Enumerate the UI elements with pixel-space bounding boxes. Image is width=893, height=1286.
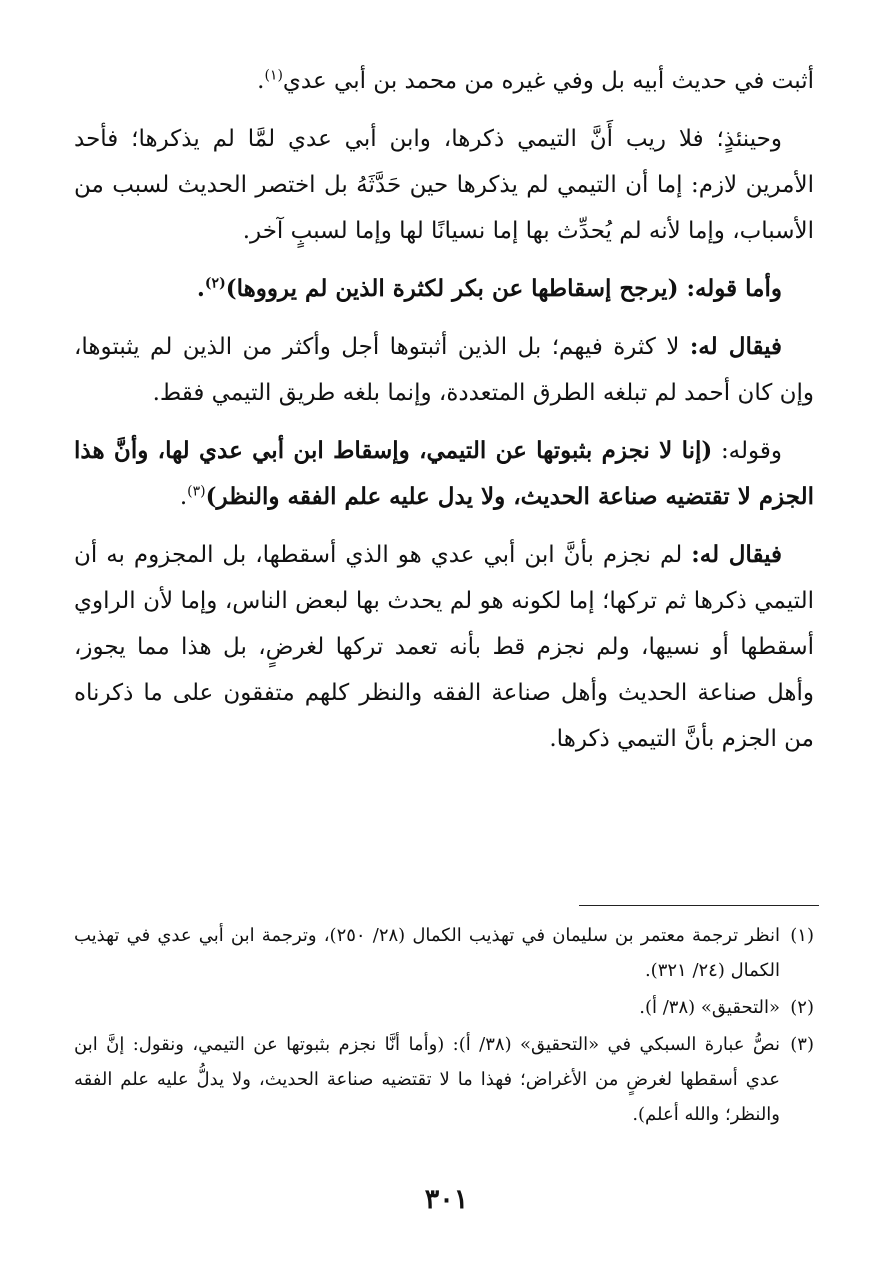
footnote-1-text: انظر ترجمة معتمر بن سليمان في تهذيب الكمال (٢٨/ ٢٥٠)، وترجمة ابن أبي عدي في تهذيب الكمال (٢٤/ ٣٢١). [74, 925, 780, 981]
paragraph-3-text: وأما قوله: (يرجح إسقاطها عن بكر لكثرة الذين لم يرووها) [225, 275, 782, 302]
footnote-1 [74, 918, 814, 988]
paragraph-5 [74, 428, 814, 520]
paragraph-4-lead: فيقال له: [689, 333, 783, 360]
footnotes [74, 918, 814, 1134]
paragraph-3 [74, 266, 814, 312]
footnote-2-text: «التحقيق» (٣٨/ أ). [639, 997, 780, 1018]
paragraph-6-lead: فيقال له: [691, 541, 783, 568]
paragraph-4-text: لا كثرة فيهم؛ بل الذين أثبتوها أجل وأكثر من الذين لم يثبتوها، وإن كان أحمد لم تبلغه الطرق المتعددة، وإنما بلغه طريق التيمي فقط. [74, 334, 814, 406]
footnote-3-number: (٣) [790, 1034, 814, 1055]
paragraph-6-text: لم نجزم بأنَّ ابن أبي عدي هو الذي أسقطها، بل المجزوم به أن التيمي ذكرها ثم تركها؛ إما لكونه هو لم يحدث بها لبعض الناس، وإما لأن الراوي أسقطها أو نسيها، ولم نجزم قط بأنه تعمد تركها لغرضٍ، بل هذا مما يجوز، وأهل صناعة الحديث وأهل صناعة الفقه والنظر كلهم متفقون على ما ذكرناه من الجزم بأنَّ التيمي ذكرها. [74, 542, 814, 752]
footnote-2-number: (٢) [790, 997, 814, 1018]
paragraph-5-lead: وقوله: [720, 438, 783, 464]
footnote-ref-3: (٣) [187, 483, 206, 500]
footnote-1-number: (١) [790, 925, 814, 946]
paragraph-4 [74, 324, 814, 416]
paragraph-2: وحينئذٍ؛ فلا ريب أَنَّ التيمي ذكرها، وابن أبي عدي لمَّا لم يذكرها؛ فأحد الأمرين لازم: إما أن التيمي لم يذكرها حين حَدَّثَهُ بل اختصر الحديث لسبب من الأسباب، وإما لأنه لم يُحدِّث بها إما نسيانًا لها وإما لسببٍ آخر. [74, 126, 814, 244]
paragraph-5-text: (إنا لا نجزم بثبوتها عن التيمي، وإسقاط ابن أبي عدي لها، وأنَّ هذا الجزم لا تقتضيه صناعة الحديث، ولا يدل عليه علم الفقه والنظر) [74, 437, 814, 510]
paragraph-1-text: أثبت في حديث أبيه بل وفي غيره من محمد بن أبي عدي [282, 68, 814, 94]
footnote-divider [579, 905, 819, 906]
paragraph-3-end: . [196, 275, 205, 302]
page-number: ٣٠١ [424, 1184, 469, 1215]
footnote-ref-2: (٢) [204, 275, 226, 292]
paragraph-5-end: . [179, 484, 188, 510]
paragraph-1 [74, 58, 814, 104]
footnote-2 [74, 990, 814, 1025]
paragraph-6 [74, 532, 814, 762]
footnote-ref-1: (١) [264, 67, 283, 84]
main-text [74, 58, 814, 774]
footnote-3 [74, 1027, 814, 1132]
footnote-3-text: نصُّ عبارة السبكي في «التحقيق» (٣٨/ أ): (وأما أنَّا نجزم بثبوتها عن التيمي، ونقول: إنَّ ابن عدي أسقطها لغرضٍ من الأغراض؛ فهذا ما لا تقتضيه صناعة الحديث، ولا يدلُّ عليه علم الفقه والنظر؛ والله أعلم). [74, 1034, 780, 1125]
paragraph-1-end: . [257, 68, 265, 94]
